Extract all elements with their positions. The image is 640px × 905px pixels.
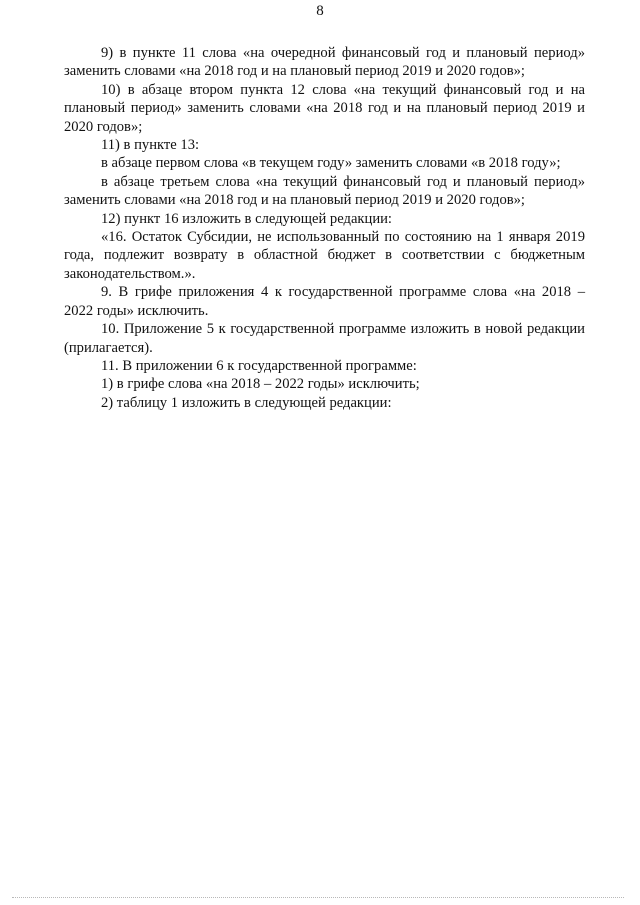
document-body (64, 44, 585, 412)
paragraph-section-11-item-2: 2) таблицу 1 изложить в следующей редакции: (101, 394, 392, 411)
paragraph-section-11: 11. В приложении 6 к государственной программе: (101, 357, 417, 374)
paragraph-item-11-abzac-3: в абзаце третьем слова «на текущий финансовый год и плановый период» заменить словами «на 2018 год и на плановый период 2019 и 2020 годов»; (64, 173, 585, 209)
paragraph-section-10: 10. Приложение 5 к государственной программе изложить в новой редакции (прилагается). (64, 321, 585, 356)
paragraph-item-9: 9) в пункте 11 слова «на очередной финансовый год и плановый период» заменить словами «на 2018 год и на плановый период 2019 и 2020 годов»; (64, 45, 585, 80)
paragraph-item-11-abzac-1: в абзаце первом слова «в текущем году» заменить словами «в 2018 году»; (101, 155, 561, 172)
scan-edge-artifact (12, 897, 624, 899)
page-number: 8 (316, 3, 324, 19)
paragraph-section-9: 9. В грифе приложения 4 к государственной программе слова «на 2018 – 2022 годы» исключить. (64, 284, 585, 319)
paragraph-item-12: 12) пункт 16 изложить в следующей редакции: (101, 210, 392, 227)
paragraph-item-10: 10) в абзаце втором пункта 12 слова «на текущий финансовый год и на плановый период» заменить словами «на 2018 год и на плановый период 2019 и 2020 годов»; (64, 81, 585, 135)
paragraph-item-11: 11) в пункте 13: (101, 137, 200, 154)
paragraph-section-11-item-1: 1) в грифе слова «на 2018 – 2022 годы» исключить; (101, 376, 420, 393)
paragraph-quote-16: «16. Остаток Субсидии, не использованный по состоянию на 1 января 2019 года, подлежит возврату в областной бюджет в соответствии с бюджетным законодательством.». (64, 229, 585, 282)
